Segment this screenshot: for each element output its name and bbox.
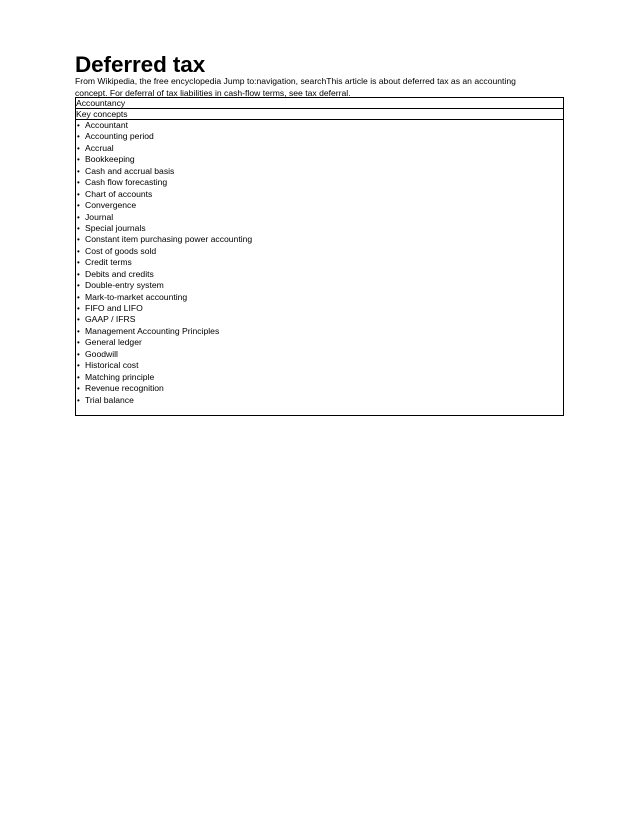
bullet-icon: • <box>77 338 80 348</box>
list-item <box>76 383 563 394</box>
list-item <box>76 212 563 223</box>
bullet-icon: • <box>77 372 80 382</box>
bullet-icon: • <box>77 189 80 199</box>
bullet-icon: • <box>77 246 80 256</box>
list-item-label: Revenue recognition <box>85 383 164 394</box>
list-item <box>76 292 563 303</box>
table-header: Accountancy <box>76 98 563 109</box>
list-item <box>76 372 563 383</box>
list-item-label: Convergence <box>85 200 137 211</box>
bullet-icon: • <box>77 223 80 233</box>
list-item <box>76 337 563 348</box>
accountancy-table <box>75 97 564 416</box>
list-item <box>76 360 563 371</box>
list-item <box>76 269 563 280</box>
bullet-icon: • <box>77 143 80 153</box>
list-item-label: FIFO and LIFO <box>85 303 143 313</box>
bullet-icon: • <box>77 258 80 268</box>
bullet-icon: • <box>77 235 80 245</box>
list-item-label: Credit terms <box>85 257 132 268</box>
bullet-icon: • <box>77 361 80 371</box>
list-item <box>76 223 563 234</box>
list-item <box>76 143 563 154</box>
list-item-label: Mark-to-market accounting <box>85 291 188 302</box>
list-item-label: Bookkeeping <box>85 154 135 165</box>
bullet-icon: • <box>77 212 80 222</box>
list-item-label: Constant item purchasing power accounting <box>85 234 253 245</box>
list-item <box>76 257 563 268</box>
page-title: Deferred tax <box>75 52 206 77</box>
bullet-icon: • <box>77 349 80 359</box>
list-item-label: Accounting period <box>85 131 154 142</box>
bullet-icon: • <box>77 121 80 130</box>
list-item-label: Debits and credits <box>85 268 154 279</box>
bullet-icon: • <box>77 155 80 165</box>
list-item <box>76 314 563 325</box>
bullet-icon: • <box>77 132 80 142</box>
list-item-label: Chart of accounts <box>85 188 153 199</box>
bullet-icon: • <box>77 201 80 211</box>
list-item-label: Cash flow forecasting <box>85 177 168 188</box>
bullet-icon: • <box>77 326 80 336</box>
intro-line-2: concept. For deferral of tax liabilities in cash-flow terms, see tax deferral. <box>75 87 351 98</box>
bullet-icon: • <box>77 292 80 302</box>
list-item <box>76 349 563 360</box>
bullet-icon: • <box>77 269 80 279</box>
list-item <box>76 120 563 131</box>
list-item <box>76 166 563 177</box>
list-item-label: Journal <box>85 211 114 222</box>
table-subheader: Key concepts <box>76 109 563 120</box>
intro-line-1: From Wikipedia, the free encyclopedia Jump to:navigation, searchThis article is about deferred tax as an accounting <box>75 76 516 86</box>
list-item-label: Cost of goods sold <box>85 245 157 256</box>
list-item <box>76 189 563 200</box>
list-item-label: Trial balance <box>85 394 134 405</box>
list-item-label: Management Accounting Principles <box>85 325 220 336</box>
key-concepts-list <box>76 120 563 415</box>
bullet-icon: • <box>77 281 80 291</box>
document-page <box>75 52 564 416</box>
list-item-label: Goodwill <box>85 348 118 359</box>
list-item-label: Accountant <box>85 120 128 130</box>
intro-text <box>75 76 564 99</box>
list-item <box>76 131 563 142</box>
bullet-icon: • <box>77 315 80 325</box>
list-item-label: Historical cost <box>85 360 139 371</box>
list-item-label: GAAP / IFRS <box>85 314 136 325</box>
bullet-icon: • <box>77 304 80 313</box>
list-item-label: General ledger <box>85 337 142 348</box>
list-item <box>76 200 563 211</box>
list-item <box>76 326 563 337</box>
list-item-label: Cash and accrual basis <box>85 165 175 176</box>
bullet-icon: • <box>77 178 80 188</box>
bullet-icon: • <box>77 166 80 176</box>
list-item <box>76 303 563 314</box>
list-item-label: Double-entry system <box>85 280 164 291</box>
list-item-label: Accrual <box>85 142 114 153</box>
bullet-icon: • <box>77 384 80 394</box>
list-item <box>76 280 563 291</box>
list-item <box>76 177 563 188</box>
list-item-label: Matching principle <box>85 371 155 382</box>
list-item-label: Special journals <box>85 222 146 233</box>
bullet-icon: • <box>77 395 80 405</box>
list-item <box>76 246 563 257</box>
list-item <box>76 154 563 165</box>
list-item <box>76 395 563 406</box>
list-item <box>76 234 563 245</box>
